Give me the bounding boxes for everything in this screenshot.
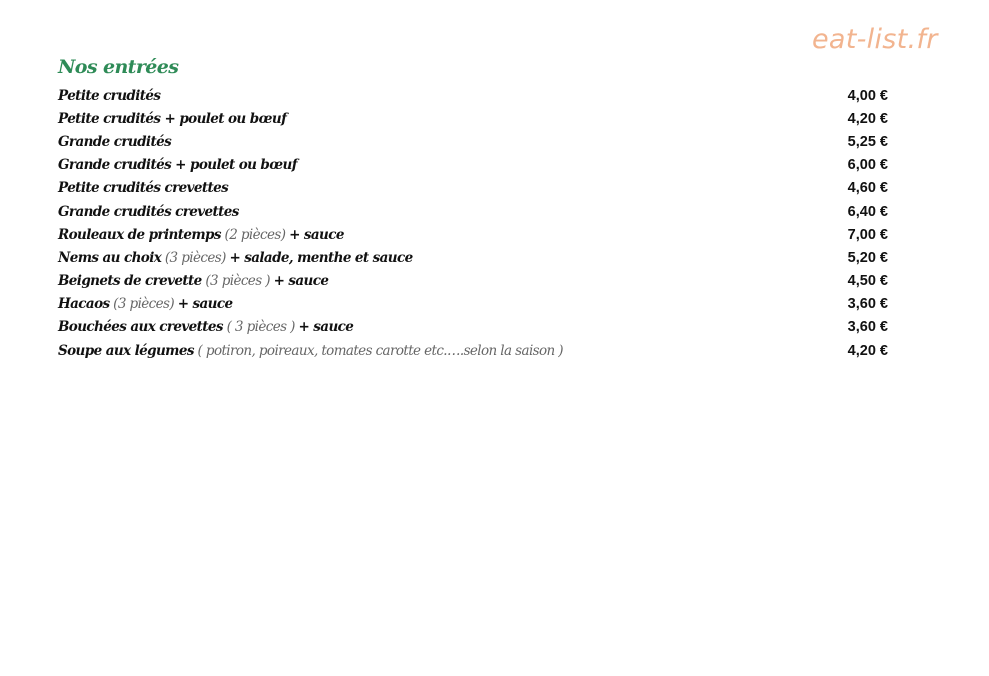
menu-item-name: Rouleaux de printemps [58, 226, 221, 243]
menu-item-price: 3,60 € [847, 319, 888, 336]
menu-item-price: 4,60 € [847, 180, 888, 197]
menu-item-detail: (3 pièces) [109, 296, 178, 313]
menu-item-description [58, 319, 353, 335]
menu-item-row [58, 84, 888, 107]
menu-item-description [58, 227, 344, 243]
menu-item-price: 5,25 € [847, 133, 888, 150]
menu-item-name: Soupe aux légumes [58, 342, 194, 359]
menu-item-detail: ( 3 pièces ) [222, 319, 299, 336]
menu-item-price: 5,20 € [847, 249, 888, 266]
menu-item-description [58, 180, 228, 196]
menu-item-row [58, 107, 888, 130]
menu-item-price: 4,20 € [847, 342, 888, 359]
menu-item-detail: ( potiron, poireaux, tomates carotte etc.….selon la saison ) [193, 342, 563, 359]
menu-item-name: Hacaos [58, 296, 110, 313]
watermark-logo: eat-list.fr [812, 24, 938, 55]
menu-item-description [58, 157, 297, 173]
menu-item-description [58, 134, 171, 150]
menu-item-suffix: + sauce [177, 296, 233, 313]
menu-item-row [58, 316, 888, 339]
menu-item-row [58, 177, 888, 200]
menu-item-row [58, 270, 888, 293]
menu-item-list [58, 84, 888, 362]
menu-item-name: Beignets de crevette [58, 273, 202, 290]
menu-item-suffix: + sauce [289, 226, 344, 243]
menu-item-suffix: + sauce [273, 273, 329, 290]
menu-item-price: 6,40 € [847, 203, 888, 220]
menu-item-row [58, 246, 888, 269]
menu-item-description [58, 111, 286, 127]
menu-item-row [58, 200, 888, 223]
menu-item-description [58, 343, 563, 359]
menu-item-price: 6,00 € [847, 157, 888, 174]
menu-item-row [58, 223, 888, 246]
menu-item-description [58, 296, 233, 312]
menu-item-description [58, 204, 239, 220]
menu-item-price: 4,50 € [847, 273, 888, 290]
menu-item-detail: (2 pièces) [220, 226, 290, 243]
menu-item-name: Grande crudités + poulet ou bœuf [58, 157, 297, 174]
menu-item-name: Petite crudités crevettes [58, 180, 229, 197]
menu-item-name: Grande crudités [58, 133, 172, 150]
menu-item-price: 3,60 € [847, 296, 888, 313]
menu-item-description [58, 88, 160, 104]
section-title: Nos entrées [58, 56, 179, 78]
menu-item-suffix: + sauce [298, 319, 354, 336]
menu-item-name: Petite crudités + poulet ou bœuf [58, 110, 287, 127]
menu-item-detail: (3 pièces) [161, 249, 230, 266]
menu-item-price: 7,00 € [847, 226, 888, 243]
menu-item-detail: (3 pièces ) [201, 273, 274, 290]
menu-item-price: 4,20 € [847, 110, 888, 127]
menu-item-row [58, 130, 888, 153]
menu-item-price: 4,00 € [847, 87, 888, 104]
menu-item-description [58, 273, 328, 289]
menu-item-row [58, 293, 888, 316]
menu-item-row [58, 339, 888, 362]
menu-item-name: Bouchées aux crevettes [58, 319, 223, 336]
menu-item-description [58, 250, 413, 266]
menu-item-row [58, 154, 888, 177]
menu-item-suffix: + salade, menthe et sauce [229, 249, 413, 266]
menu-item-name: Petite crudités [58, 87, 161, 104]
menu-section [58, 54, 888, 362]
menu-item-name: Grande crudités crevettes [58, 203, 239, 220]
menu-item-name: Nems au choix [58, 249, 162, 266]
